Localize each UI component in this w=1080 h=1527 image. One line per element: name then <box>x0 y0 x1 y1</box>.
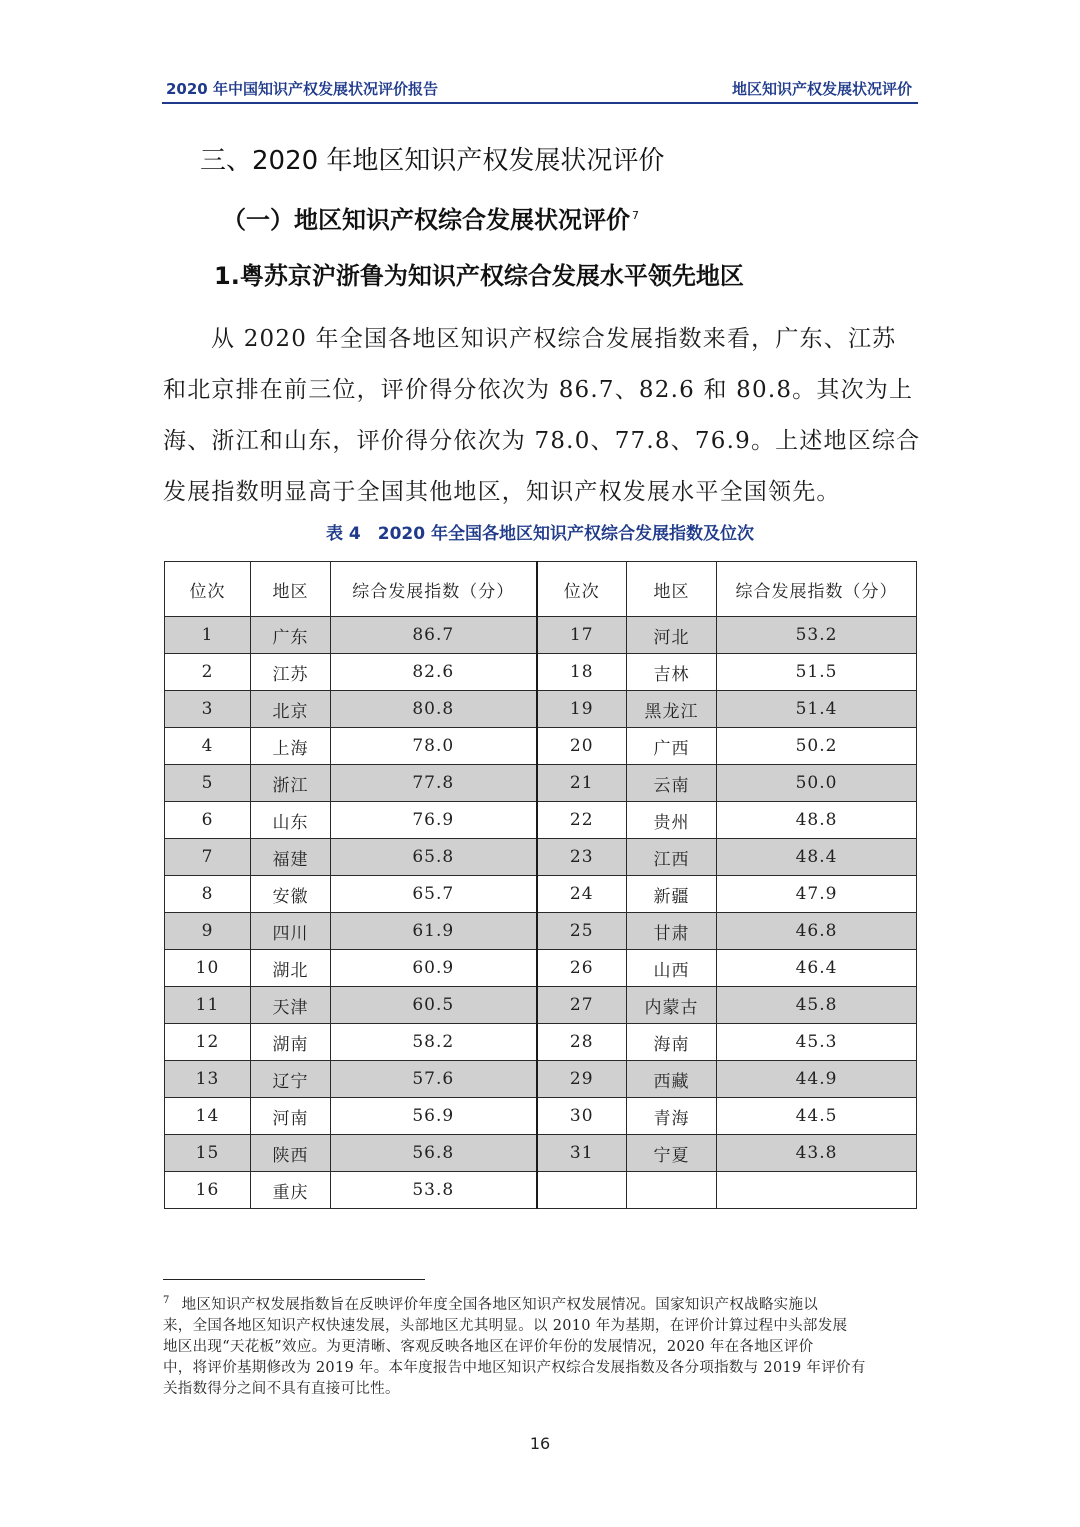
running-header <box>162 74 918 104</box>
cell-index: 47.9 <box>717 876 917 913</box>
cell-index: 57.6 <box>331 1061 537 1098</box>
cell-region: 江西 <box>627 839 717 876</box>
table-row <box>165 1061 917 1098</box>
cell-region: 西藏 <box>627 1061 717 1098</box>
table-row <box>165 728 917 765</box>
cell-rank: 2 <box>165 654 251 691</box>
cell-region: 上海 <box>251 728 331 765</box>
table-row <box>165 1024 917 1061</box>
cell-rank: 24 <box>537 876 627 913</box>
footnote-text: 地区知识产权发展指数旨在反映评价年度全国各地区知识产权发展情况。国家知识产权战略实施以 <box>181 1296 819 1313</box>
cell-index: 45.8 <box>717 987 917 1024</box>
cell-index: 65.8 <box>331 839 537 876</box>
footnote-line <box>163 1290 915 1316</box>
cell-index: 50.2 <box>717 728 917 765</box>
cell-rank: 10 <box>165 950 251 987</box>
cell-region: 重庆 <box>251 1172 331 1209</box>
cell-rank: 16 <box>165 1172 251 1209</box>
cell-rank: 13 <box>165 1061 251 1098</box>
footnote-divider <box>163 1279 425 1280</box>
table-caption: 表 4 2020 年全国各地区知识产权综合发展指数及位次 <box>326 524 754 544</box>
cell-region: 黑龙江 <box>627 691 717 728</box>
ranking-table <box>164 561 917 1209</box>
cell-index: 80.8 <box>331 691 537 728</box>
cell-rank: 17 <box>537 617 627 654</box>
cell-index: 53.2 <box>717 617 917 654</box>
cell-rank: 18 <box>537 654 627 691</box>
cell-rank: 1 <box>165 617 251 654</box>
cell-rank: 28 <box>537 1024 627 1061</box>
cell-region: 广西 <box>627 728 717 765</box>
cell-index: 58.2 <box>331 1024 537 1061</box>
cell-rank: 26 <box>537 950 627 987</box>
table-row <box>165 950 917 987</box>
cell-region: 陕西 <box>251 1135 331 1172</box>
cell-rank: 21 <box>537 765 627 802</box>
paragraph-line: 海、浙江和山东，评价得分依次为 78.0、77.8、76.9。上述地区综合 <box>163 428 921 454</box>
footnote-ref[interactable]: 7 <box>632 209 639 222</box>
cell-rank: 27 <box>537 987 627 1024</box>
cell-region: 天津 <box>251 987 331 1024</box>
cell-region: 河北 <box>627 617 717 654</box>
cell-region: 广东 <box>251 617 331 654</box>
header-rank: 位次 <box>537 562 627 617</box>
footnote-mark: 7 <box>163 1295 170 1306</box>
table-row <box>165 654 917 691</box>
table-row <box>165 1172 917 1209</box>
cell-region: 青海 <box>627 1098 717 1135</box>
body-paragraph <box>163 314 921 518</box>
cell-region: 北京 <box>251 691 331 728</box>
cell-index: 61.9 <box>331 913 537 950</box>
cell-index: 56.8 <box>331 1135 537 1172</box>
cell-rank: 14 <box>165 1098 251 1135</box>
cell-rank: 30 <box>537 1098 627 1135</box>
cell-index: 60.9 <box>331 950 537 987</box>
cell-rank: 7 <box>165 839 251 876</box>
header-index: 综合发展指数（分） <box>331 562 537 617</box>
footnote-line: 中，将评价基期修改为 2019 年。本年度报告中地区知识产权综合发展指数及各分项指数与 2019 年评价有 <box>163 1359 866 1376</box>
header-chapter-title: 地区知识产权发展状况评价 <box>731 80 912 98</box>
cell-index: 82.6 <box>331 654 537 691</box>
cell-rank: 20 <box>537 728 627 765</box>
cell-region: 河南 <box>251 1098 331 1135</box>
paragraph-line: 和北京排在前三位，评价得分依次为 86.7、82.6 和 80.8。其次为上 <box>163 377 914 403</box>
table-row <box>165 1135 917 1172</box>
footnote-line: 关指数得分之间不具有直接可比性。 <box>163 1380 400 1397</box>
cell-rank: 19 <box>537 691 627 728</box>
cell-index <box>717 1172 917 1209</box>
cell-region: 甘肃 <box>627 913 717 950</box>
cell-index: 43.8 <box>717 1135 917 1172</box>
table-row <box>165 802 917 839</box>
cell-region: 山东 <box>251 802 331 839</box>
point-title: 1.粤苏京沪浙鲁为知识产权综合发展水平领先地区 <box>214 262 744 290</box>
subsection-title <box>222 200 639 235</box>
cell-region: 吉林 <box>627 654 717 691</box>
cell-rank: 23 <box>537 839 627 876</box>
table-row <box>165 765 917 802</box>
cell-region: 湖南 <box>251 1024 331 1061</box>
cell-rank: 5 <box>165 765 251 802</box>
cell-rank: 22 <box>537 802 627 839</box>
cell-rank: 12 <box>165 1024 251 1061</box>
paragraph-line: 发展指数明显高于全国其他地区，知识产权发展水平全国领先。 <box>163 479 841 505</box>
cell-rank <box>537 1172 627 1209</box>
cell-index: 65.7 <box>331 876 537 913</box>
cell-region: 浙江 <box>251 765 331 802</box>
cell-index: 44.9 <box>717 1061 917 1098</box>
table-row <box>165 617 917 654</box>
table-row <box>165 839 917 876</box>
cell-region: 安徽 <box>251 876 331 913</box>
cell-rank: 15 <box>165 1135 251 1172</box>
cell-index: 51.4 <box>717 691 917 728</box>
table-row <box>165 691 917 728</box>
cell-index: 48.8 <box>717 802 917 839</box>
paragraph-line: 从 2020 年全国各地区知识产权综合发展指数来看，广东、江苏 <box>211 326 897 352</box>
cell-index: 45.3 <box>717 1024 917 1061</box>
cell-rank: 6 <box>165 802 251 839</box>
cell-index: 50.0 <box>717 765 917 802</box>
cell-region: 云南 <box>627 765 717 802</box>
cell-region: 山西 <box>627 950 717 987</box>
cell-region: 福建 <box>251 839 331 876</box>
cell-index: 60.5 <box>331 987 537 1024</box>
header-index: 综合发展指数（分） <box>717 562 917 617</box>
cell-rank: 25 <box>537 913 627 950</box>
header-region: 地区 <box>251 562 331 617</box>
table-row <box>165 913 917 950</box>
subsection-title-text: （一）地区知识产权综合发展状况评价 <box>222 206 630 234</box>
cell-rank: 9 <box>165 913 251 950</box>
cell-region: 四川 <box>251 913 331 950</box>
cell-rank: 3 <box>165 691 251 728</box>
cell-index: 86.7 <box>331 617 537 654</box>
cell-rank: 11 <box>165 987 251 1024</box>
cell-index: 51.5 <box>717 654 917 691</box>
header-report-title: 2020 年中国知识产权发展状况评价报告 <box>166 80 438 98</box>
cell-region: 海南 <box>627 1024 717 1061</box>
cell-index: 46.4 <box>717 950 917 987</box>
cell-index: 77.8 <box>331 765 537 802</box>
cell-region: 内蒙古 <box>627 987 717 1024</box>
table-row <box>165 1098 917 1135</box>
cell-index: 44.5 <box>717 1098 917 1135</box>
cell-region: 宁夏 <box>627 1135 717 1172</box>
cell-region <box>627 1172 717 1209</box>
cell-index: 76.9 <box>331 802 537 839</box>
header-rank: 位次 <box>165 562 251 617</box>
header-region: 地区 <box>627 562 717 617</box>
cell-rank: 31 <box>537 1135 627 1172</box>
table-row <box>165 876 917 913</box>
table-row <box>165 987 917 1024</box>
cell-region: 新疆 <box>627 876 717 913</box>
cell-index: 56.9 <box>331 1098 537 1135</box>
cell-region: 江苏 <box>251 654 331 691</box>
cell-rank: 4 <box>165 728 251 765</box>
cell-index: 53.8 <box>331 1172 537 1209</box>
footnote <box>163 1290 915 1400</box>
cell-region: 辽宁 <box>251 1061 331 1098</box>
cell-index: 46.8 <box>717 913 917 950</box>
cell-region: 贵州 <box>627 802 717 839</box>
section-title: 三、2020 年地区知识产权发展状况评价 <box>200 146 665 176</box>
page-number: 16 <box>529 1434 551 1453</box>
footnote-line: 来，全国各地区知识产权快速发展，头部地区尤其明显。以 2010 年为基期，在评价计算过程中头部发展 <box>163 1317 848 1334</box>
table-header-row <box>165 562 917 617</box>
cell-rank: 29 <box>537 1061 627 1098</box>
cell-index: 78.0 <box>331 728 537 765</box>
footnote-line: 地区出现“天花板”效应。为更清晰、客观反映各地区在评价年份的发展情况，2020 年在各地区评价 <box>163 1338 814 1355</box>
cell-region: 湖北 <box>251 950 331 987</box>
cell-index: 48.4 <box>717 839 917 876</box>
cell-rank: 8 <box>165 876 251 913</box>
